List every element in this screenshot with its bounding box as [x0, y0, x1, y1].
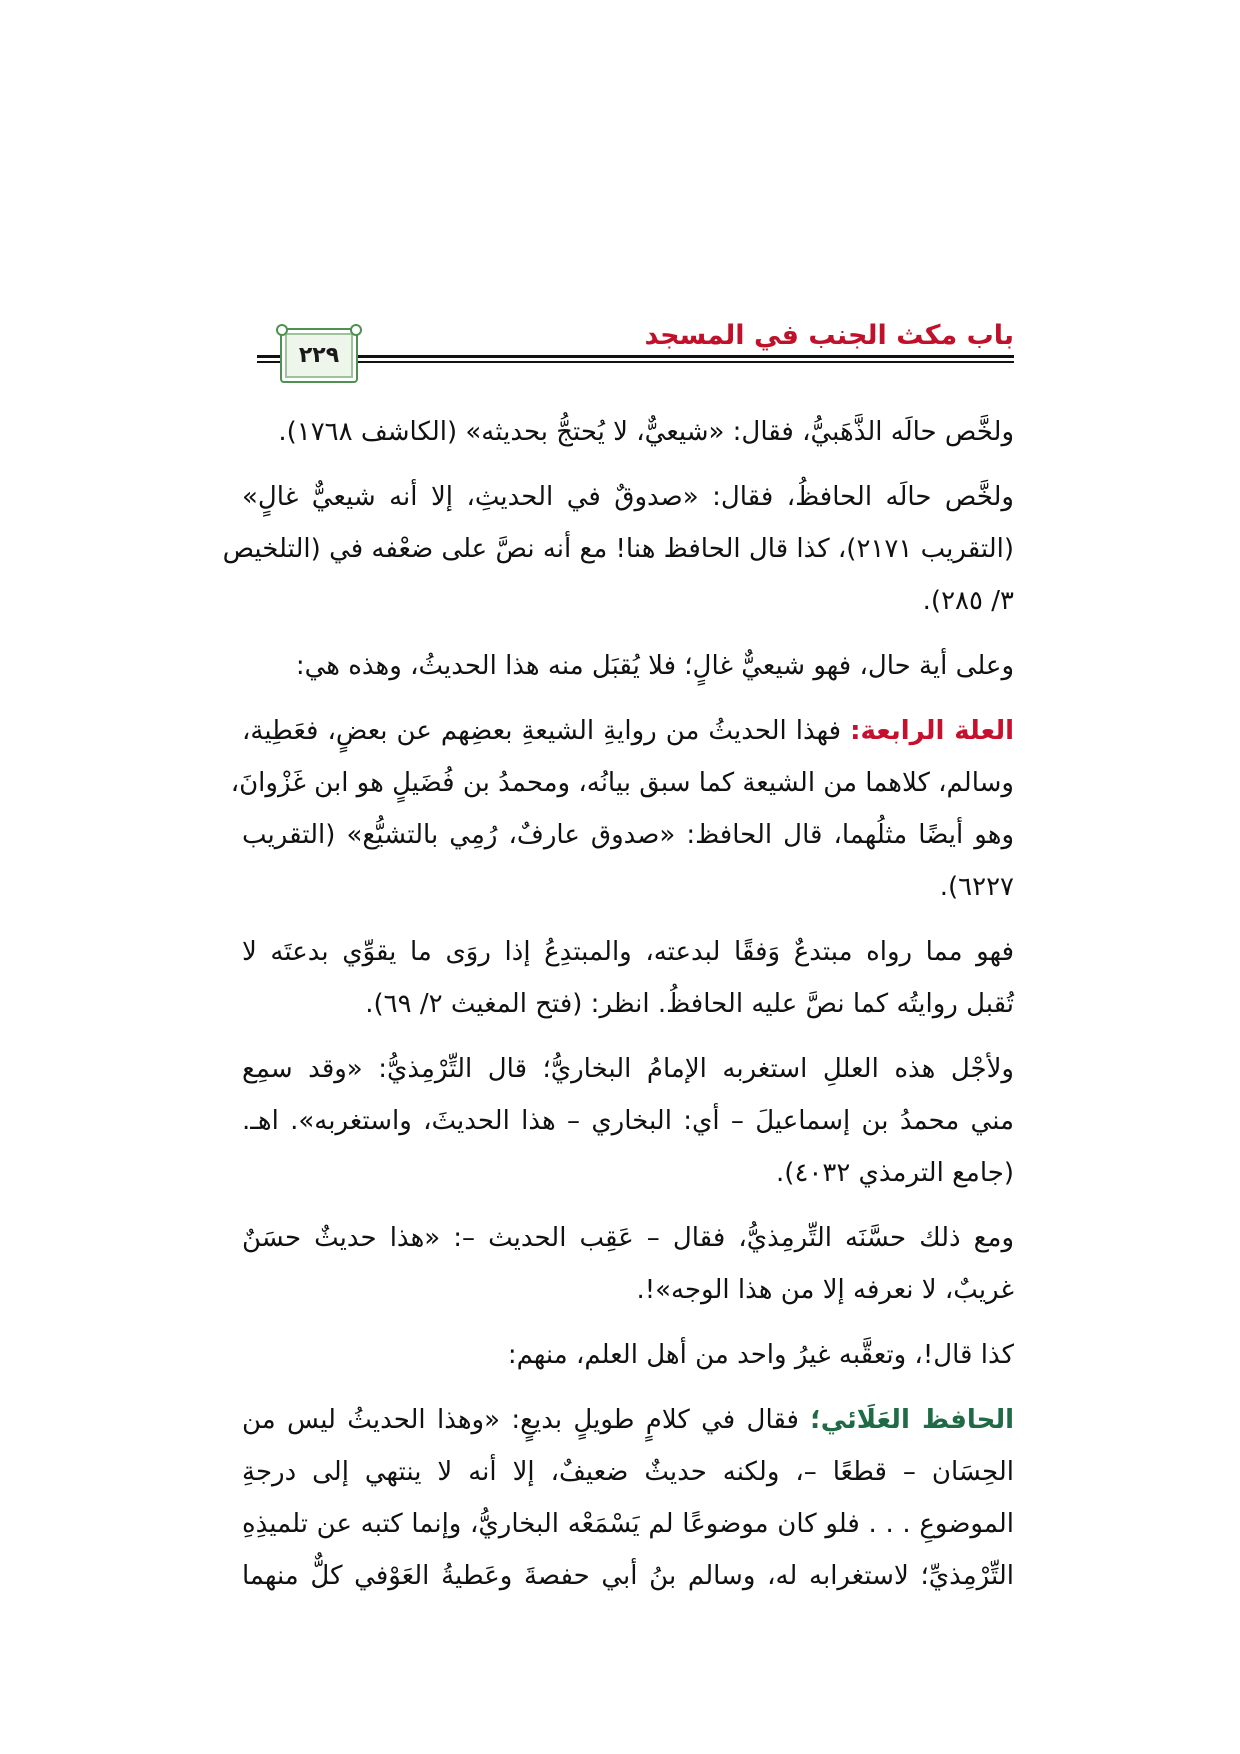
paragraph-fourth-defect [230, 705, 1015, 913]
text-line: الحِسَان – قطعًا –، ولكنه حديثٌ ضعيفٌ، إلا أنه لا ينتهي إلى درجةِ [242, 1457, 1014, 1487]
text-line: الموضوعِ . . . فلو كان موضوعًا لم يَسْمَعْه البخاريُّ، وإنما كتبه عن تلميذِهِ [242, 1509, 1014, 1539]
text-line [242, 705, 1014, 757]
text-line: ولخَّص حالَه الحافظُ، فقال: «صدوقٌ في الحديثِ، إلا أنه شيعيٌّ غالٍ» [242, 482, 1014, 512]
section-heading-fourth-defect: العلة الرابعة: [850, 716, 1015, 746]
text-line: ولأجْل هذه العللِ استغربه الإمامُ البخاريُّ؛ قال التِّرْمِذيُّ: «وقد سمِع [242, 1054, 1014, 1084]
text-line: ٦٢٢٧). [939, 872, 1014, 902]
text-line: ومع ذلك حسَّنَه التِّرمِذيُّ، فقال – عَقِب الحديث –: «هذا حديثٌ حسَنٌ [242, 1223, 1014, 1253]
text-line: فهو مما رواه مبتدعٌ وَفقًا لبدعته، والمبتدِعُ إذا روَى ما يقوِّي بدعتَه لا [242, 937, 1014, 967]
text-line: مني محمدُ بن إسماعيلَ – أي: البخاري – هذا الحديثَ، واستغربه». اهـ. [242, 1106, 1014, 1136]
text-line: وسالم، كلاهما من الشيعة كما سبق بيانُه، ومحمدُ بن فُضَيلٍ هو ابن غَزْوانَ، [230, 768, 1014, 798]
paragraph-alalai [242, 1394, 1014, 1602]
text-line: وعلى أية حال، فهو شيعيٌّ غالٍ؛ فلا يُقبَل منه هذا الحديثُ، وهذه هي: [295, 651, 1014, 681]
text-line: ٣/ ٢٨٥). [922, 586, 1014, 616]
paragraph [242, 1329, 1014, 1381]
text-line [242, 1394, 1014, 1446]
text-line: تُقبل روايتُه كما نصَّ عليه الحافظُ. انظر: (فتح المغيث ٢/ ٦٩). [365, 989, 1014, 1019]
paragraph [222, 471, 1014, 627]
page-number: ٢٢٩ [298, 343, 340, 368]
text-run: فقال في كلامٍ طويلٍ بديعٍ: «وهذا الحديثُ ليس من [242, 1405, 799, 1435]
paragraph [242, 926, 1014, 1030]
paragraph [242, 640, 1014, 692]
text-line: وهو أيضًا مثلُهما، قال الحافظ: «صدوق عارفٌ، رُمِي بالتشيُّع» (التقريب [242, 820, 1014, 850]
paragraph [242, 1043, 1014, 1199]
page-number-frame [280, 328, 358, 383]
text-line: التِّرْمِذيِّ؛ لاستغرابه له، وسالم بنُ أبي حفصةَ وعَطيةُ العَوْفي كلٌّ منهما [242, 1561, 1014, 1591]
text-line: (جامع الترمذي ٤٠٣٢). [776, 1158, 1014, 1188]
header-rule-thick [257, 355, 1014, 358]
text-line: (التقريب ٢١٧١)، كذا قال الحافظ هنا! مع أنه نصَّ على ضعْفه في (التلخيص [222, 534, 1014, 564]
running-header-title: باب مكث الجنب في المسجد [644, 320, 1014, 351]
text-line: كذا قال!، وتعقَّبه غيرُ واحد من أهل العلم، منهم: [507, 1340, 1014, 1370]
section-heading-alalai: الحافظ العَلَائي؛ [810, 1405, 1015, 1435]
paragraph [242, 1212, 1014, 1316]
header-rule-thin [257, 361, 1014, 363]
text-line: ولخَّص حالَه الذَّهَبيُّ، فقال: «شيعيٌّ، لا يُحتجُّ بحديثه» (الكاشف ١٧٦٨). [278, 417, 1014, 447]
page-body [222, 406, 1015, 1602]
paragraph [242, 406, 1014, 458]
text-run: فهذا الحديثُ من روايةِ الشيعةِ بعضِهم عن بعضٍ، فعَطِية، [242, 716, 842, 746]
text-line: غريبٌ، لا نعرفه إلا من هذا الوجه»!. [636, 1275, 1014, 1305]
